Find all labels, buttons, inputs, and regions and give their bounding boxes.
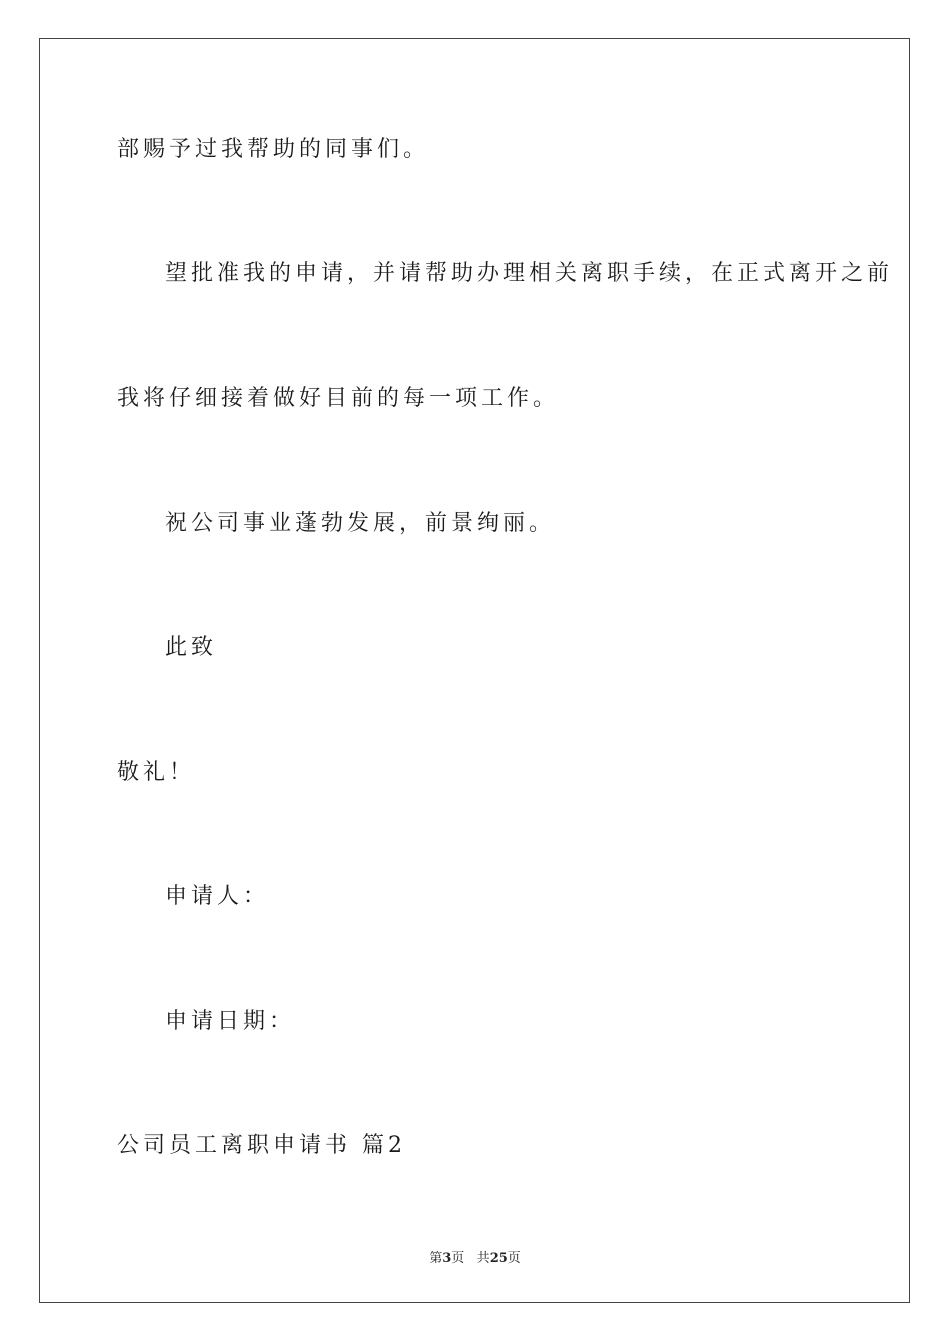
footer-page-total: 25 — [489, 1251, 508, 1266]
application-date-label: 申请日期： — [165, 1009, 296, 1034]
page-footer — [0, 1247, 950, 1266]
footer-page-current: 3 — [442, 1251, 452, 1266]
footer-total-suffix: 页 — [507, 1251, 521, 1266]
footer-page-suffix: 页 — [451, 1251, 465, 1266]
page-frame — [39, 38, 910, 1303]
paragraph-line: 祝公司事业蓬勃发展，前景绚丽。 — [165, 511, 556, 536]
closing-salutation: 此致 — [165, 635, 218, 660]
section-heading: 公司员工离职申请书 篇2 — [117, 1133, 406, 1158]
paragraph-line: 我将仔细接着做好目前的每一项工作。 — [117, 386, 560, 411]
footer-page-prefix: 第 — [429, 1251, 443, 1266]
applicant-label: 申请人： — [165, 884, 270, 909]
closing-regards: 敬礼！ — [117, 760, 196, 785]
paragraph-line: 部赐予过我帮助的同事们。 — [117, 137, 430, 162]
paragraph-line: 望批准我的申请，并请帮助办理相关离职手续，在正式离开之前 — [165, 261, 894, 286]
footer-total-prefix: 共 — [476, 1251, 490, 1266]
